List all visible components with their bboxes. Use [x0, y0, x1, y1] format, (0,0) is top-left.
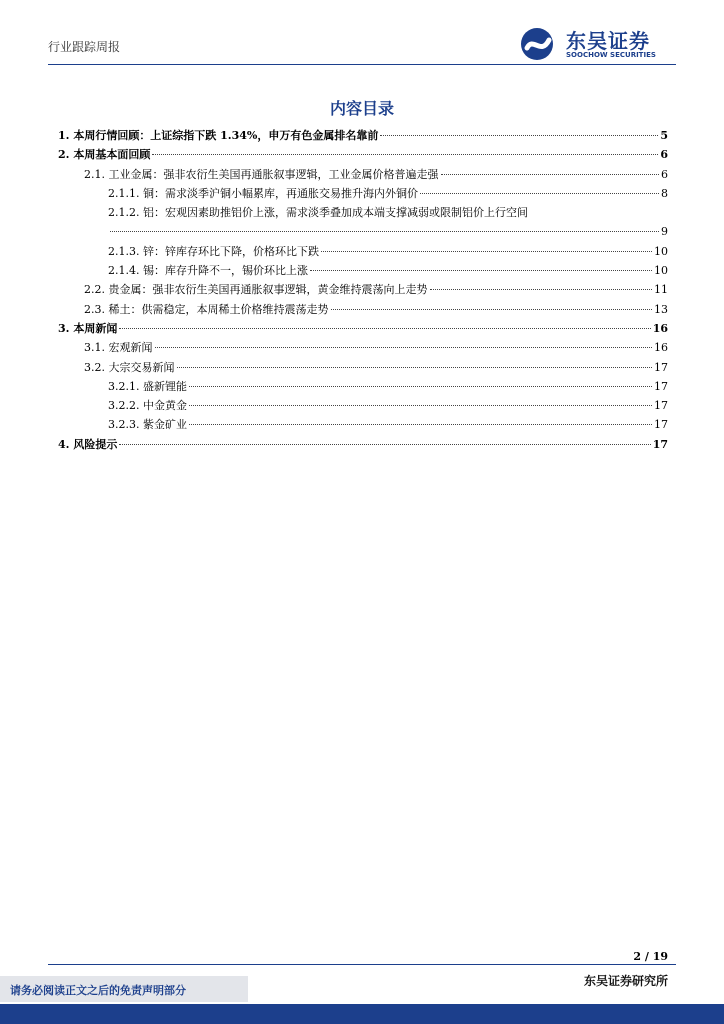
toc-entry-label: 2.1.4. 锡：库存升降不一，锡价环比上涨: [108, 264, 308, 278]
toc-entry[interactable]: [58, 435, 668, 454]
toc-entry-page: 17: [654, 399, 668, 413]
toc-title: 内容目录: [329, 99, 394, 118]
toc-entry[interactable]: [58, 377, 668, 396]
toc-entry[interactable]: [58, 319, 668, 338]
toc-leader-dots: [177, 367, 653, 368]
toc-entry-label: 3.1. 宏观新闻: [84, 341, 153, 355]
toc-entry[interactable]: [58, 300, 668, 319]
toc-leader-dots: [430, 289, 653, 290]
toc-entry-page: 10: [654, 264, 668, 278]
toc-leader-dots: [420, 193, 659, 194]
toc-entry[interactable]: [58, 415, 668, 434]
toc-entry-page: 17: [654, 418, 668, 432]
bottom-bar: [0, 1004, 724, 1024]
toc-entry[interactable]: [58, 358, 668, 377]
toc-entry-page: 17: [654, 379, 668, 393]
toc-leader-dots: [110, 231, 659, 232]
table-of-contents: [58, 126, 668, 454]
toc-entry[interactable]: [58, 184, 668, 203]
toc-leader-dots: [331, 309, 653, 310]
institute-name: 东吴证券研究所: [583, 974, 668, 988]
toc-entry[interactable]: [58, 165, 668, 184]
toc-entry-page: 9: [661, 225, 668, 239]
toc-entry[interactable]: [58, 338, 668, 357]
toc-entry[interactable]: [58, 126, 668, 145]
toc-entry[interactable]: [58, 261, 668, 280]
toc-entry-label: 2.3. 稀土：供需稳定，本周稀土价格维持震荡走势: [84, 302, 329, 316]
toc-entry-label: 3. 本周新闻: [58, 321, 118, 335]
toc-leader-dots: [321, 251, 652, 252]
report-type: 行业跟踪周报: [48, 40, 121, 54]
toc-entry-page: 6: [661, 167, 668, 181]
header-divider: [48, 64, 676, 65]
toc-entry-label: 1. 本周行情回顾：上证综指下跌 1.34%，申万有色金属排名靠前: [58, 129, 379, 142]
toc-entry[interactable]: [58, 280, 668, 299]
company-logo: [519, 24, 679, 64]
toc-leader-dots: [119, 444, 650, 445]
toc-entry-label: 3.2.1. 盛新锂能: [108, 379, 187, 393]
toc-leader-dots: [380, 135, 658, 136]
logo-emblem-icon: [519, 26, 559, 62]
toc-entry[interactable]: [58, 203, 668, 242]
toc-entry-page: 17: [652, 437, 668, 451]
logo-english-name: SOOCHOW SECURITIES: [566, 51, 656, 59]
toc-entry-label: 2.1.1. 铜：需求淡季沪铜小幅累库，再通胀交易推升海内外铜价: [108, 186, 418, 200]
toc-entry-page: 10: [654, 244, 668, 258]
logo-chinese-name: 东吴证券: [566, 29, 650, 53]
toc-entry-page: 16: [654, 341, 668, 355]
toc-entry[interactable]: [58, 145, 668, 164]
toc-entry-label: 3.2.3. 紫金矿业: [108, 418, 187, 432]
toc-entry-page: 16: [652, 321, 668, 335]
toc-entry-label: 2.2. 贵金属：强非农衍生美国再通胀叙事逻辑，黄金维持震荡向上走势: [84, 283, 428, 297]
footer-divider: [48, 964, 676, 965]
disclaimer-banner: [0, 976, 248, 1002]
toc-entry-label: 4. 风险提示: [58, 437, 118, 451]
disclaimer-text: 请务必阅读正文之后的免责声明部分: [10, 984, 186, 997]
toc-leader-dots: [189, 424, 652, 425]
page-number: 2 / 19: [633, 950, 668, 963]
toc-leader-dots: [152, 154, 658, 155]
toc-entry-page: 17: [654, 360, 668, 374]
toc-entry-page: 5: [660, 129, 668, 142]
toc-entry-page: 6: [660, 148, 668, 162]
toc-entry-label: 2.1.3. 锌：锌库存环比下降，价格环比下跌: [108, 244, 319, 258]
toc-leader-dots: [155, 347, 653, 348]
toc-entry-page: 8: [661, 186, 668, 200]
toc-entry-label: 3.2.2. 中金黄金: [108, 399, 187, 413]
toc-entry[interactable]: [58, 396, 668, 415]
toc-entry-page: 13: [654, 302, 668, 316]
toc-entry-label: 2.1.2. 铝：宏观因素助推铝价上涨，需求淡季叠加成本端支撑减弱或限制铝价上行空间: [108, 206, 528, 220]
toc-entry[interactable]: [58, 242, 668, 261]
toc-leader-dots: [189, 405, 652, 406]
toc-leader-dots: [119, 328, 650, 329]
toc-leader-dots: [310, 270, 652, 271]
toc-leader-dots: [441, 174, 660, 175]
toc-entry-label: 3.2. 大宗交易新闻: [84, 360, 175, 374]
toc-entry-label: 2.1. 工业金属：强非农衍生美国再通胀叙事逻辑，工业金属价格普遍走强: [84, 167, 439, 181]
toc-entry-label: 2. 本周基本面回顾: [58, 148, 151, 162]
toc-entry-page: 11: [654, 283, 668, 297]
toc-leader-dots: [189, 386, 652, 387]
